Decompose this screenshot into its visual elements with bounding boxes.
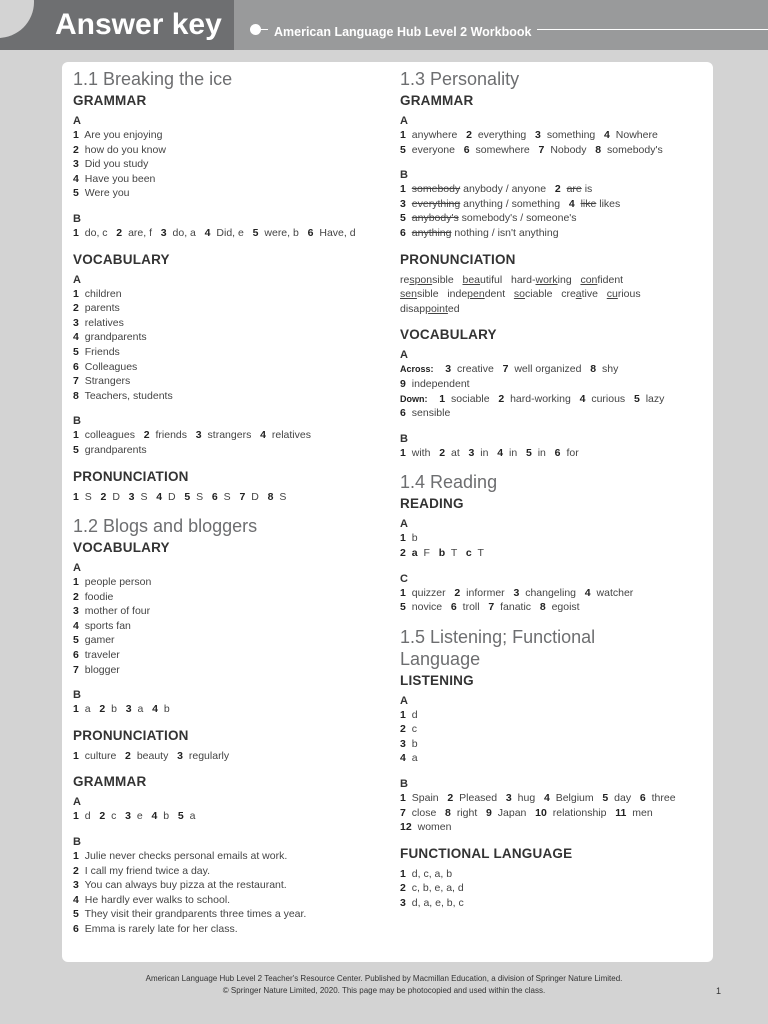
footer-publisher: American Language Hub Level 2 Teacher's Resource Center. Published by Macmillan Education, a division of Springer Nature Limited. (145, 974, 623, 983)
answer-line: 6 Colleagues (73, 360, 138, 373)
subsection-heading: LISTENING (400, 672, 474, 688)
exercise-letter: A (400, 694, 408, 707)
footer (0, 973, 768, 997)
answer-line: 5 gamer (73, 634, 115, 647)
title-block (0, 0, 234, 50)
exercise-letter: B (73, 836, 81, 849)
answer-line: 3 relatives (73, 316, 124, 329)
exercise-letter: B (73, 689, 81, 702)
subsection-heading: VOCABULARY (73, 540, 170, 556)
answer-line: 3 everything anything / something 4 like likes (400, 197, 621, 210)
answer-line: 1 d (400, 708, 418, 721)
answer-line: 1 d, c, a, b (400, 867, 453, 880)
answer-line: 1 do, c 2 are, f 3 do, a 4 Did, e 5 were, b 6 Have, d (73, 226, 356, 239)
exercise-letter: A (73, 562, 81, 575)
left-column (73, 68, 383, 937)
answer-line: 7 Strangers (73, 375, 131, 388)
subsection-heading: FUNCTIONAL LANGUAGE (400, 845, 573, 861)
answer-line: 1 anywhere 2 everything 3 something 4 Nowhere (400, 129, 658, 141)
answer-line: 5 anybody's somebody's / someone's (400, 212, 577, 225)
answer-line: 2 c (400, 723, 418, 736)
answer-line: 1 a 2 b 3 a 4 b (73, 703, 170, 716)
subsection-heading: PRONUNCIATION (73, 727, 189, 743)
subsection-heading: PRONUNCIATION (73, 468, 189, 484)
exercise-letter: A (73, 273, 81, 286)
answer-line: 6 sensible (400, 407, 451, 420)
answer-line: 1 Julie never checks personal emails at work. (73, 850, 288, 863)
stress-words: sensible independent sociable creative curious (400, 288, 641, 301)
exercise-letter: A (400, 115, 408, 127)
exercise-letter: A (400, 518, 408, 531)
subsection-heading: GRAMMAR (73, 93, 147, 108)
subsection-heading: GRAMMAR (400, 93, 474, 108)
answer-line: 5 Were you (73, 187, 130, 200)
answer-line: 5 They visit their grandparents three times a year. (73, 908, 307, 921)
exercise-letter: B (400, 432, 408, 445)
stress-words: responsible beautiful hard-working confident (400, 273, 624, 286)
answer-line: 12 women (400, 821, 452, 834)
answer-line: 1 children (73, 287, 122, 300)
stress-words: disappointed (400, 302, 460, 315)
answer-line: 2 foodie (73, 590, 114, 603)
decorative-circle (0, 0, 34, 38)
book-title: American Language Hub Level 2 Workbook (268, 25, 537, 39)
answer-line: 3 Did you study (73, 158, 149, 171)
answer-line: 2 c, b, e, a, d (400, 882, 464, 895)
exercise-letter: C (400, 572, 408, 585)
answer-line: 2 parents (73, 302, 120, 315)
answer-line: 1 Are you enjoying (73, 129, 163, 141)
answer-line: 4 a (400, 752, 418, 765)
answer-line: 5 grandparents (73, 443, 147, 456)
answer-line: 4 sports fan (73, 619, 131, 632)
subsection-heading: VOCABULARY (73, 251, 170, 267)
answer-line: Across: 3 creative 7 well organized 8 shy (400, 363, 619, 376)
answer-line: 6 traveler (73, 649, 120, 662)
subsection-heading: GRAMMAR (73, 774, 147, 790)
answer-line: 1 d 2 c 3 e 4 b 5 a (73, 810, 196, 823)
answer-line: 2 how do you know (73, 143, 166, 156)
bullet-dot-icon (250, 24, 261, 35)
section-title: 1.1 Breaking the ice (73, 69, 233, 89)
answer-line: 3 mother of four (73, 605, 151, 618)
answer-line: 9 independent (400, 377, 470, 390)
answer-line: 1 colleagues 2 friends 3 strangers 4 relatives (73, 429, 311, 442)
answer-line: 1 somebody anybody / anyone 2 are is (400, 183, 593, 196)
answer-line: 7 blogger (73, 663, 120, 676)
section-title: 1.3 Personality (400, 69, 520, 89)
answer-line: 1 quizzer 2 informer 3 changeling 4 watcher (400, 586, 634, 599)
answer-line: 6 Emma is rarely late for her class. (73, 923, 238, 935)
header-bar (0, 0, 768, 50)
exercise-letter: A (400, 349, 408, 362)
subsection-heading: READING (400, 496, 464, 512)
exercise-letter: B (73, 415, 81, 428)
exercise-letter: B (400, 778, 408, 791)
section-title: 1.4 Reading (400, 472, 498, 493)
right-column (400, 68, 705, 911)
answer-line: 5 novice 6 troll 7 fanatic 8 egoist (400, 601, 580, 614)
answer-line: 5 Friends (73, 345, 120, 358)
subsection-heading: VOCABULARY (400, 327, 497, 343)
footer-copyright: © Springer Nature Limited, 2020. This page may be photocopied and used within the class. (222, 986, 546, 995)
answer-line: 4 Have you been (73, 172, 156, 185)
answer-line: 7 close 8 right 9 Japan 10 relationship 11 men (400, 806, 653, 819)
answer-panel (62, 62, 713, 962)
subsection-heading: PRONUNCIATION (400, 251, 516, 267)
answer-line: Down: 1 sociable 2 hard-working 4 curious 5 lazy (400, 392, 665, 405)
answer-line: 6 anything nothing / isn't anything (400, 226, 559, 239)
answer-line: 1 S 2 D 3 S 4 D 5 S 6 S 7 D 8 S (73, 490, 287, 503)
answer-line: 3 You can always buy pizza at the restaurant. (73, 879, 287, 892)
exercise-letter: A (73, 115, 81, 127)
answer-line: 8 Teachers, students (73, 389, 173, 402)
section-title: 1.5 Listening; Functional Language (400, 626, 596, 669)
exercise-letter: A (73, 796, 81, 809)
answer-line: 4 He hardly ever walks to school. (73, 893, 231, 906)
answer-line: 1 culture 2 beauty 3 regularly (73, 749, 230, 762)
answer-line: 3 b (400, 737, 418, 750)
page-title: Answer key (55, 8, 222, 41)
answer-line: 3 d, a, e, b, c (400, 897, 464, 910)
answer-line: 5 everyone 6 somewhere 7 Nobody 8 somebody's (400, 143, 663, 156)
answer-line: 2 I call my friend twice a day. (73, 864, 211, 877)
answer-line: 1 people person (73, 576, 152, 589)
page-number: 1 (716, 986, 722, 996)
exercise-letter: B (400, 169, 408, 182)
answer-line: 2 a F b T c T (400, 546, 484, 559)
exercise-letter: B (73, 212, 81, 225)
answer-line: 1 b (400, 532, 418, 545)
answer-line: 4 grandparents (73, 331, 147, 344)
answer-line: 1 Spain 2 Pleased 3 hug 4 Belgium 5 day 6 three (400, 792, 676, 805)
section-title: 1.2 Blogs and bloggers (73, 516, 258, 537)
answer-line: 1 with 2 at 3 in 4 in 5 in 6 for (400, 446, 579, 459)
